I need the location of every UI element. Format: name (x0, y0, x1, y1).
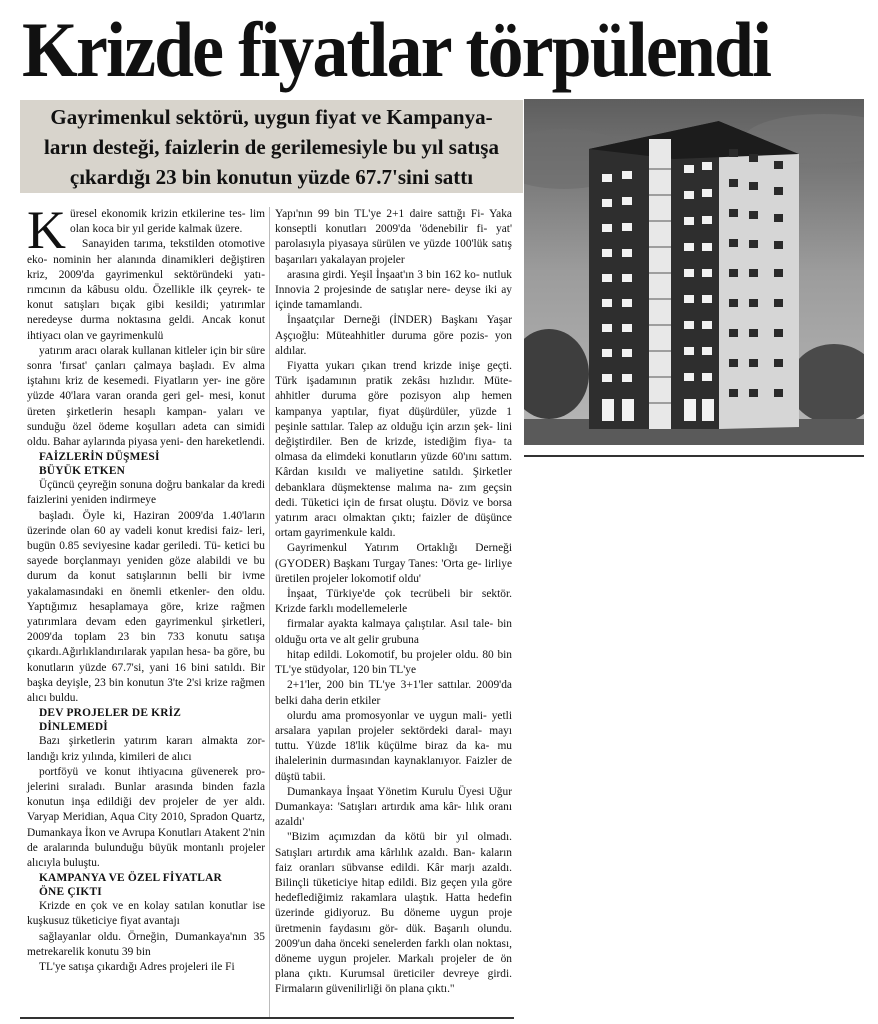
paragraph: Yapı'nın 99 bin TL'ye 2+1 daire sattığı Fi- Yaka konseptli konutları 2009'da 'ödenebilir fi- yat' parolasıyla piyasaya sürülen ve yüzde 100'lük satış başarıları yakalayan projeler (275, 208, 512, 266)
paragraph: firmalar ayakta kalmaya çalıştılar. Asıl tale- bin olduğu orta ve alt gelir grubuna (275, 618, 512, 646)
paragraph: yatırım aracı olarak kullanan kitleler için bir süre sonra 'fırsat' çanları çalmaya başladı. Ev alma iştahını kriz de kesemedi. Fiyatların yer- ine göre yüzde 40'lara varan oranda geri gel- mesi, konut üreten şirketlerin hesaplı kampan- yaları ve sunduğu özel ödeme koşulları adeta can simidi oldu. Bahar aylarında piyasa yeni- den hareketlendi. (27, 344, 265, 449)
article-bottom-rule (20, 1017, 514, 1019)
paragraph: İnşaatçılar Derneği (İNDER) Başkanı Yaşar Aşçıoğlu: Müteahhitler duruma göre pozis- yon aldılar. (275, 314, 512, 357)
paragraph: Gayrimenkul Yatırım Ortaklığı Derneği (GYODER) Başkanı Turgay Tanes: 'Orta ge- lirliye üretilen projeler lokomotif oldu' (275, 542, 512, 585)
section-heading: FAİZLERİN DÜŞMESİ BÜYÜK ETKEN (39, 451, 160, 478)
building-photo (524, 99, 864, 445)
section-heading: DEV PROJELER DE KRİZ DİNLEMEDİ (39, 707, 182, 734)
article-column-1 (27, 200, 265, 975)
lead-text: üresel ekonomik krizin etkilerine tes- lim olan koca bir yıl geride kalmak üzere. (70, 208, 265, 236)
paragraph: İnşaat, Türkiye'de çok tecrübeli bir sektör. Krizde farklı modellemelerle (275, 588, 512, 616)
lead-paragraph (27, 200, 265, 260)
paragraph: portföyü ve konut ihtiyacına güvenerek pro- jelerini sıraladı. Bunlar arasında binden fazla konutun inşa edildiği dev projeler de yer aldı. Varyap Meridian, Aqua City 2010, Spradon Quartz, Dumankaya İkon ve Avrupa Konutları Atakent 2'nin de aralarında bulunduğu büyük montanlı projeler alıcıyla buluştu. (27, 765, 265, 869)
paragraph: Üçüncü çeyreğin sonuna doğru bankalar da kredi faizlerini yeniden indirmeye (27, 479, 265, 507)
paragraph: sağlayanlar oldu. Örneğin, Dumankaya'nın 35 metrekarelik konutu 39 bin (27, 930, 265, 958)
section-heading: KAMPANYA VE ÖZEL FİYATLAR ÖNE ÇIKTI (39, 872, 222, 899)
paragraph: Dumankaya İnşaat Yönetim Kurulu Üyesi Uğur Dumankaya: 'Satışları artırdık ama kâr- lılık oranı azaldı' (275, 785, 512, 829)
paragraph: "Bizim açımızdan da kötü bir yıl olmadı. Satışları artırdık ama kârlılık azaldı. Ban- kaların faiz oranları sübvanse edildi. Kâr marjı azaldı. Bilinçli tüketiciye hitap edildi. Biz geçen yıla göre hedeflediğimiz rakamlara ulaştık. Hatta hedefin üzerinde gidiyoruz. Bu döneme uygun proje üretmenin faydasını gör- dük. Başarılı olundu. 2009'un daha önceki senelerden farklı olan noktası, döneme uygun projeler. Markalı projeler de ön plana çıktı. Kurumsal üreticiler devreye girdi. Firmaların güvenilirliği ön plana çıktı." (275, 831, 512, 996)
paragraph: 2+1'ler, 200 bin TL'ye 3+1'ler sattılar. 2009'da belki daha derin etkiler (275, 679, 512, 707)
deck-subheadline (20, 100, 523, 193)
deck-line: ların desteği, faizlerin de gerilemesiyle bu yıl satışa (44, 135, 499, 159)
paragraph: Fiyatta yukarı çıkan trend krizde inişe geçti. Türk işadamının pratik zekâsı hızlıdır. Müte- ahhitler duruma göre pozisyon alıp hemen kampanya yaptılar, fiyat düşürdüler, yüzde 1 peşinle sattılar. Talep az olduğu için arzın şek- lini değiştirdiler. Ben de krizde, istediğim fiya- ta olmasa da elimdeki konutların yüzde 60'ını sattım. Kârdan kısıldı ve maliyetine satıldı. Şirketler debanklara düşmektense malıma na- zım geçsin dedi. Tüketici için de fırsat oluştu. Döviz ve borsa yatırım aracı olmaktan çıktı; faizler de düşünce ortam gayrimenkule kaldı. (275, 360, 512, 540)
paragraph: TL'ye satışa çıkardığı Adres projeleri ile Fi (39, 960, 235, 973)
headline: Krizde fiyatlar törpülendi (22, 6, 771, 93)
column-divider (269, 207, 270, 1017)
building-photo-icon (524, 99, 864, 445)
photo-bottom-rule (524, 455, 864, 457)
article-column-2 (275, 207, 512, 998)
deck-line: Gayrimenkul sektörü, uygun fiyat ve Kampanya- (50, 105, 493, 129)
paragraph: hitap edildi. Lokomotif, bu projeler oldu. 80 bin TL'ye stüdyolar, 120 bin TL'ye (275, 648, 512, 677)
paragraph: başladı. Öyle ki, Haziran 2009'da 1.40'ların üzerinde olan 60 ay vadeli konut kredisi faiz- leri, bugün 0.85 seviyesine kadar geriledi. Tü- ketici bu sayede borçlanmayı yeniden göze alabildi ve bu durum da konut satışlarının belli bir ivme yakalamasındaki en önemli etkenler- den oldu. Yaptığımız hesaplamaya göre, krize rağmen yatırımlara devam eden gayrimenkul şirketleri, 2009'da toplam 23 bin 733 konutu satışa çıkardı.Ağırlıklandırılarak yapılan hesa- ba göre, bu konutların yüzde 67.7'si, yani 16 bini satıldı. Bir başka deyişle, 23 bin konutun 3'te 2'si krize rağmen alıcı buldu. (27, 509, 265, 705)
paragraph: Krizde en çok ve en kolay satılan konutlar ise kuşkusuz tüketiciye fiyat avantajı (27, 900, 265, 928)
paragraph: olurdu ama promosyonlar ve uygun mali- yetli arsalara yapılan projeler sektördeki daral- mayı tuttu. Yüzde 18'lik küçülme biraz da ka- mu ihalelerinin durmasından kaynaklanıyor. Faizler de düştü tabii. (275, 709, 512, 783)
paragraph: arasına girdi. Yeşil İnşaat'ın 3 bin 162 ko- nutluk Innovia 2 projesinde de satışlar nere- deyse iki ay içinde tamamlandı. (275, 268, 512, 312)
paragraph: Bazı şirketlerin yatırım kararı almakta zor- landığı kriz yılında, kimileri de alıcı (27, 735, 265, 763)
paragraph: Sanayiden tarıma, tekstilden otomotive eko- nominin her alanında dinamikleri değiştiren kriz, 2009'da gayrimenkul sektöründeki yatı- rımcının da kâbusu oldu. Özellikle ilk çeyrek- te konut satışları bıçak gibi kesildi; yatırımlar neredeyse durma noktasına geldi. Ancak konut ihtiyacı olan ve gayrimenkulü (27, 238, 265, 342)
dropcap: K (27, 200, 66, 260)
deck-line: çıkardığı 23 bin konutun yüzde 67.7'sini sattı (69, 165, 474, 189)
